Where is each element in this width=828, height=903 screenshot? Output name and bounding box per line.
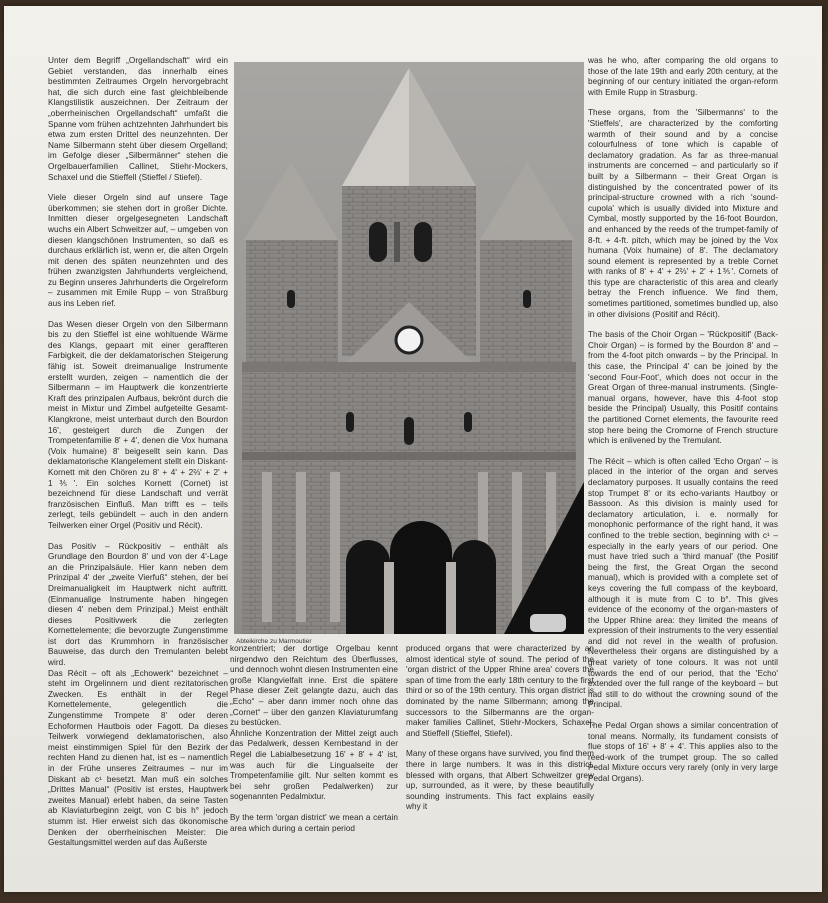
paragraph: Das Wesen dieser Orgeln von den Silbermann bis zu den Stieffel ist eine wohltuende Wärme des Klangs, gepaart mit einer geraffteren Farbigkeit, die der deklamatorischen Steigerung fähig ist. Soweit dreimanualige Instrumente erstellt wurden, zeigen – namentlich die der Silbermann – im Hauptwerk die konzentrierte Kraft des prinzipalen Aufbaus, bekrönt durch die meist in Mixtur und Zimbel aufgeteilte Gesamt-Klangkrone, meist unterbaut durch den Bourdon 16', gesteigert durch die Zungen der Trompetenfamilie 8' + 4', denen die Vox humana (Voix humaine) 8' beigesellt sein kann. Das deklamatorische Klangelement stellt ein Diskant-Kornett mit den Chören zu 8' + 4' + 2⅔' + 2' + 1⅗'. Ein solches Kornett (Cornet) ist bezeichnend für diese Landschaft und verrät französischen Einfluß. Man trifft es – teils zerlegt, teils gebündelt – auch in den andern Teilwerken einer Orgel (Positiv und Récit).	[48, 319, 228, 530]
paragraph: was he who, after comparing the old organs to those of the late 19th and early 20th century, at the beginning of our century initiated the organ-reform with Emile Rupp in Strasburg.	[588, 56, 778, 97]
paragraph: The Récit – which is often called 'Echo Organ' – is placed in the interior of the organ and serves declamatory purposes. It usually contains the reed stop Trumpet 8' or its echo-variants Hautboy or Bassoon. As this division is mainly used for declamatory articulation, i. e. normally for monophonic performance of the right hand, it was confined to the treble section, beginning with c¹ – especially in the early years of our period. One must have tried such a 'third manual' (the Positif being the first, the Great Organ the second manual), which is provided with a complete set of keys covering the full compass of the keyboard, although it is mute from C to b°. This gives evidence of the economy of the organ-masters of the Upper Rhine area: they limited the means of expression of their instruments to the very essential and did not revel in the wealth of profusion. Nevertheless their organs are distinguished by a great variety of tone colours. It was not until towards the end of our period, that the 'Echo' extended over the full range of the keyboard – but had still to do without the crowning sound of the Principal.	[588, 456, 778, 710]
paragraph: produced organs that were characterized by an almost identical style of sound. The period of the 'organ district of the Upper Rhine area' covers the span of time from the early 18th century to the first third or so of the 19th century. This organ district is dominated by the name Silbermann; among the successors to the Silbermanns are the organ-maker families Callinet, Stiehr-Mockers, Schaxel, and Stieffell (Stieffel, Stiefel).	[406, 644, 594, 738]
paragraph: Many of these organs have survived, you find them there in large numbers. It was in this district, blessed with organs, that Albert Schweitzer grew up, surrounded, as it were, by these beautifully sounding instruments. This fact explains easily why it	[406, 749, 594, 812]
church-photo	[234, 62, 584, 634]
paragraph: The basis of the Choir Organ – 'Rückpositif' (Back-Choir Organ) – is formed by the Bourdon 8' and – from the 4-foot pitch onwards – by the Principal. In this case, the Principal 4' can be joined by the 'second Four-Foot', which does not occur in the Great Organ of three-manual instruments. (Single-manual organs, however, have this 4-foot stop beside the Principal) Usually, this Positif contains the partitioned Cornet elements, the favourite reed stop here being the Cromorne of French structure which is enlivened by the Tremulant.	[588, 330, 778, 446]
paragraph: These organs, from the 'Silbermanns' to the 'Stieffels', are characterized by the comforting warmth of their sound and by a concise colourfulness of tone which is capable of declamatory gradation. As far as three-manual instruments are concerned – and particularly so if built by a Silbermann – their Great Organ is distinguished by the concentrated power of its principal-structure crowned with a rich 'sound-cupola' which is usually divided into Mixture and Cymbal, mostly supported by the 16-foot Bourdon, and enhanced by the reeds of the trumpet-family of 8-ft. + 4-ft. pitch, which may be joined by the Vox humana (Voix humaine) of 8'. The declamatory sound element is represented by a treble Cornet with ranks of 8' + 4' + 2⅔' + 2' + 1⅗'. Cornets of this type are characteristic of this area and clearly betray the French influence. We find them, sometimes partitioned, sometimes bundled up, also in other divisions (Positif and Récit).	[588, 108, 778, 319]
liner-notes-page	[4, 6, 822, 892]
paragraph: Viele dieser Orgeln sind auf unsere Tage überkommen; sie stehen dort in großer Dichte. Inmitten dieser orgelgesegneten Landschaft wuchs ein Albert Schweitzer auf, – umgeben von diesen klangschönen Instrumenten, so daß es durchaus erklärlich ist, wenn er, die alten Orgeln mit denen des späten neunzehnten und des frühen zwanzigsten Jahrhunderts vergleichend, zu Beginn unseres Jahrhunderts die Orgelreform – zusammen mit Emile Rupp – von Straßburg aus ins Leben rief.	[48, 193, 228, 309]
english-text-column	[588, 56, 778, 795]
german-text-continued	[230, 644, 398, 844]
german-text-column	[48, 56, 228, 859]
abbey-church-illustration	[234, 62, 584, 634]
paragraph: By the term 'organ district' we mean a certain area which during a certain period	[230, 812, 398, 833]
paragraph: konzentriert; der dortige Orgelbau kennt nirgendwo den Reichtum des Überflusses, und dennoch wohnt diesen Instrumenten eine große Klangvielfalt inne. Erst die spätere Phase dieser Zeit gelangte dazu, auch das „Echo“ – aber dann immer noch ohne das „Cornet“ – über den ganzen Klaviaturumfang zu bestücken. Ähnliche Konzentration der Mittel zeigt auch das Pedalwerk, dessen Kernbestand in der Regel die Labialbesetzung 16' + 8' + 4' ist, was auch für die Lingualseite der Trompetenfamilie gilt. Nur selten kommt es bei sehr großen Pedalwerken) zur sogenannten Pedalmixtur.	[230, 644, 398, 802]
photo-caption: Abteikirche zu Marmoutier	[236, 638, 312, 645]
paragraph: Das Positiv – Rückpositiv – enthält als Grundlage den Bourdon 8' und von der 4'-Lage an die Prinzipalsäule. Hier kann neben dem Prinzipal 4' der „zweite Vierfuß“ stehen, der bei Dreimanualigkeit im Hauptwerk nicht auftritt. (Einmanualige Instrumente haben hingegen diesen 4' neben dem Prinzipal.) Meist enthält dieses Positivwerk die zerlegten Kornettelemente; die bevorzugte Zungenstimme ist dort das Krummhorn in französischer Bauweise, das durch den Tremulanten belebt wird. Das Récit – oft als „Echowerk“ bezeichnet – steht im Orgelinnern und dient rezitatorischen Zwecken. Es enthält in der Regel Kornettelemente, gelegentlich die Zungenstimme Trompete 8' oder deren Echoformen Hautbois oder Fagott. Da dieses Teilwerk vorwiegend deklamatorischen, also meist einstimmigen Spiel für den Bezirk der rechten Hand zu dienen hat, ist es – namentlich in der Frühe unseres Zeitraumes – nur im Diskant ab c¹ besetzt. Man muß ein solches „Drittes Manual“ (Positiv ist erstes, Hauptwerk zweites Manual) erlebt haben, da seine Tasten ab Klaviaturbeginn zeigt, von C bis h° jedoch stumm ist. Hier erweist sich das ökonomische Denken der oberrheinischen Meister: Die Gestaltungsmittel werden auf das Äußerste	[48, 541, 228, 848]
paragraph: Unter dem Begriff „Orgellandschaft“ wird ein Gebiet verstanden, das innerhalb eines bestimmten Zeitraumes Orgeln hervorgebracht hat, die sich durch eine fast gleichbleibende Klangstilistik auszeichnen. Der Zeitraum der „oberrheinischen Orgellandschaft“ umfaßt die Spanne vom frühen achtzehnten Jahrhundert bis etwa zum ersten Drittel des neunzehnten. Der Name Silbermann steht über diesem Orgelland; im Gefolge dieser „Silbermänner“ stehen die Orgelbauerfamilien Callinet, Stiehr-Mockers, Schaxel und die Stieffell (Stieffel / Stiefel).	[48, 56, 228, 182]
english-text-intro	[406, 644, 594, 823]
paragraph: The Pedal Organ shows a similar concentration of tonal means. Normally, its fundament consists of flue stops of 16' + 8' + 4'. This applies also to the reed-work of the trumpet group. The so called Pedal Mixture occurs very rarely (only in very large Pedal Organs).	[588, 721, 778, 783]
